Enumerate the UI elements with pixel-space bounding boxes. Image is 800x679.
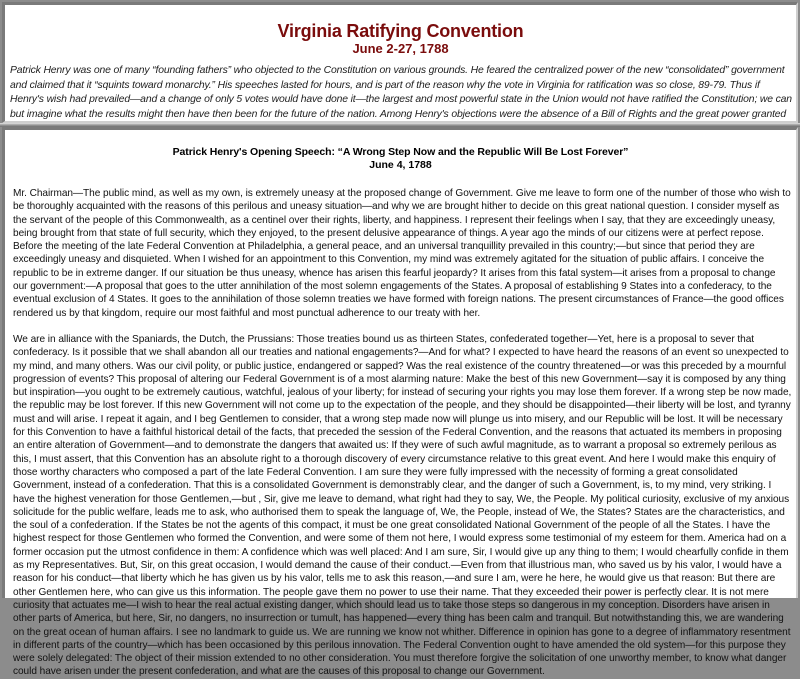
speech-paragraph: We are in alliance with the Spaniards, the Dutch, the Prussians: Those treaties bound us as thirteen States, confederated together—Yet, here is a proposal to sever that confederacy. Is it possible that we shall abandon all our treaties and national engagements?—And for what? I expected to have heard the reasons of an event so unexpected to my mind, and many others. Was our civil polity, or public justice, endangered or sapped? Was the real existence of the country threatened—or was this preceded by a mournful progression of events? This proposal of altering our Federal Government is of a most alarming nature: Make the best of this new Government—say it is composed by any thing but inspiration—you ought to be extremely cautious, watchful, jealous of your liberty; for instead of securing your rights you may lose them forever. If a wrong step be now made, the republic may be lost forever. If this new Government will not come up to the expectation of the people, and they should be disappointed—their liberty will be lost, and tyranny must and will arise. I repeat it again, and I beg Gentlemen to consider, that a wrong step made now will plunge us into misery, and our Republic will be lost. It will be necessary for this Convention to have a faithful historical detail of the facts, that preceded the session of the Federal Convention, and the reasons that actuated its members in proposing an entire alteration of Government—and to demonstrate the dangers that awaited us: If they were of such awful magnitude, as to warrant a proposal so extremely perilous as this, I must assert, that this Convention has an absolute right to a thorough discovery of every circumstance relative to this great event. And here I would make this enquiry of those worthy characters who composed a part of the late Federal Convention. I am sure they were fully impressed with the necessity of forming a great consolidated Government, instead of a confederation. That this is a consolidated Government is demonstrably clear, and the danger of such a Government, is, to my mind, very striking. I have the highest veneration for those Gentlemen,—but , Sir, give me leave to demand, what right had they to say, We, the People. My political curiosity, exclusive of my anxious solicitude for the public welfare, leads me to ask, who authorised them to speak the language of, We, the People, instead of We, the States? States are the characteristics, and the soul of a confederation. If the States be not the agents of this compact, it must be one great consolidated National Government of the people of all the States. I have the highest respect for those Gentlemen who formed the Convention, and were some of them not here, I would express some testimonial of my esteem for them. America had on a former occasion put the utmost confidence in them: A confidence which was well placed: And I am sure, Sir, I would give up any thing to them; I would chearfully confide in them as my Representatives. But, Sir, on this great occasion, I would demand the cause of their conduct.—Even from that illustrious man, who saved us by his valor, I would have a reason for his conduct—that liberty which he has given us by his valor, tells me to ask this reason,—and sure I am, were he here, he would give us that reason: But there are other Gentlemen here, who can give us this information. The people gave them no power to use their name. That they exceeded their power is perfectly clear. It is not mere curiosity that actuates me—I wish to hear the real actual existing danger, which should lead us to take those steps so dangerous in my conception. Disorders have arisen in other parts of America, but here, Sir, no dangers, no insurrection or tumult, has happened—every thing has been calm and tranquil. But notwithstanding this, we are wandering on the great ocean of human affairs. I see no landmark to guide us. We are running we know not whither. Difference in opinion has gone to a degree of inflammatory resentment in different parts of the country—which has been occasioned by this perilous innovation. The Federal Convention ought to have amended the old system—for this purpose they were solely delegated: The object of their mission extended to no other consideration. You must therefore forgive the solicitation of one unworthy member, to know what danger could have arisen under the present confederation, and what are the causes of this proposal to change our Government.: [13, 333, 792, 678]
convention-dates: June 2-27, 1788: [352, 41, 449, 56]
header-frame[interactable]: [2, 2, 798, 123]
page-title: Virginia Ratifying Convention: [277, 21, 524, 41]
speech-paragraph: Mr. Chairman—The public mind, as well as my own, is extremely uneasy at the proposed change of Government. Give me leave to form one of the number of those who wish to be thoroughly acquainted with the reasons of this perilous and uneasy situation—and why we are brought hither to decide on this great national question. I consider myself as the servant of the people of this Commonwealth, as a centinel over their rights, liberty, and happiness. I represent their feelings when I say, that they are exceedingly uneasy, being brought from that state of full security, which they enjoyed, to the present delusive appearance of things. A year ago the minds of our citizens were at perfect repose. Before the meeting of the late Federal Convention at Philadelphia, a general peace, and an universal tranquillity prevailed in this country;—but since that period they are exceedingly uneasy and disquieted. When I wished for an appointment to this Convention, my mind was extremely agitated for the situation of public affairs. I conceive the republic to be in extreme danger. If our situation be thus uneasy, whence has arisen this fearful jeopardy? It arises from this fatal system—it arises from a proposal to change our government:—A proposal that goes to the utter annihilation of the most solemn engagements of the States. A proposal of establishing 9 States into a confederacy, to the eventual exclusion of 4 States. It goes to the annihilation of those solemn treaties we have formed with foreign nations. The present circumstances of France—the good offices rendered us by that kingdom, require our most faithful and most punctual adherence to our treaty with her.: [13, 188, 791, 319]
speech-title: Patrick Henry's Opening Speech: “A Wrong Step Now and the Republic Will Be Lost Forever”: [172, 146, 629, 158]
intro-paragraph: Patrick Henry was one of many “founding fathers” who objected to the Constitution on various grounds. He feared the centralized power of the new “consolidated” government and claimed that it “squints toward monarchy.” His speeches lasted for hours, and is part of the reason why the vote in Virginia for ratification was so close, 89-79. Thus if Henry's wish had prevailed—and a change of only 5 votes would have done it—the largest and most powerful state in the Union would not have ratified the Constitution; we can but imagine what the results might then have then been for the future of the nation. Among Henry's objections were the absence of a Bill of Rights and the great power granted: [10, 65, 792, 120]
speech-frame[interactable]: [2, 127, 798, 678]
speech-date: June 4, 1788: [369, 159, 432, 171]
